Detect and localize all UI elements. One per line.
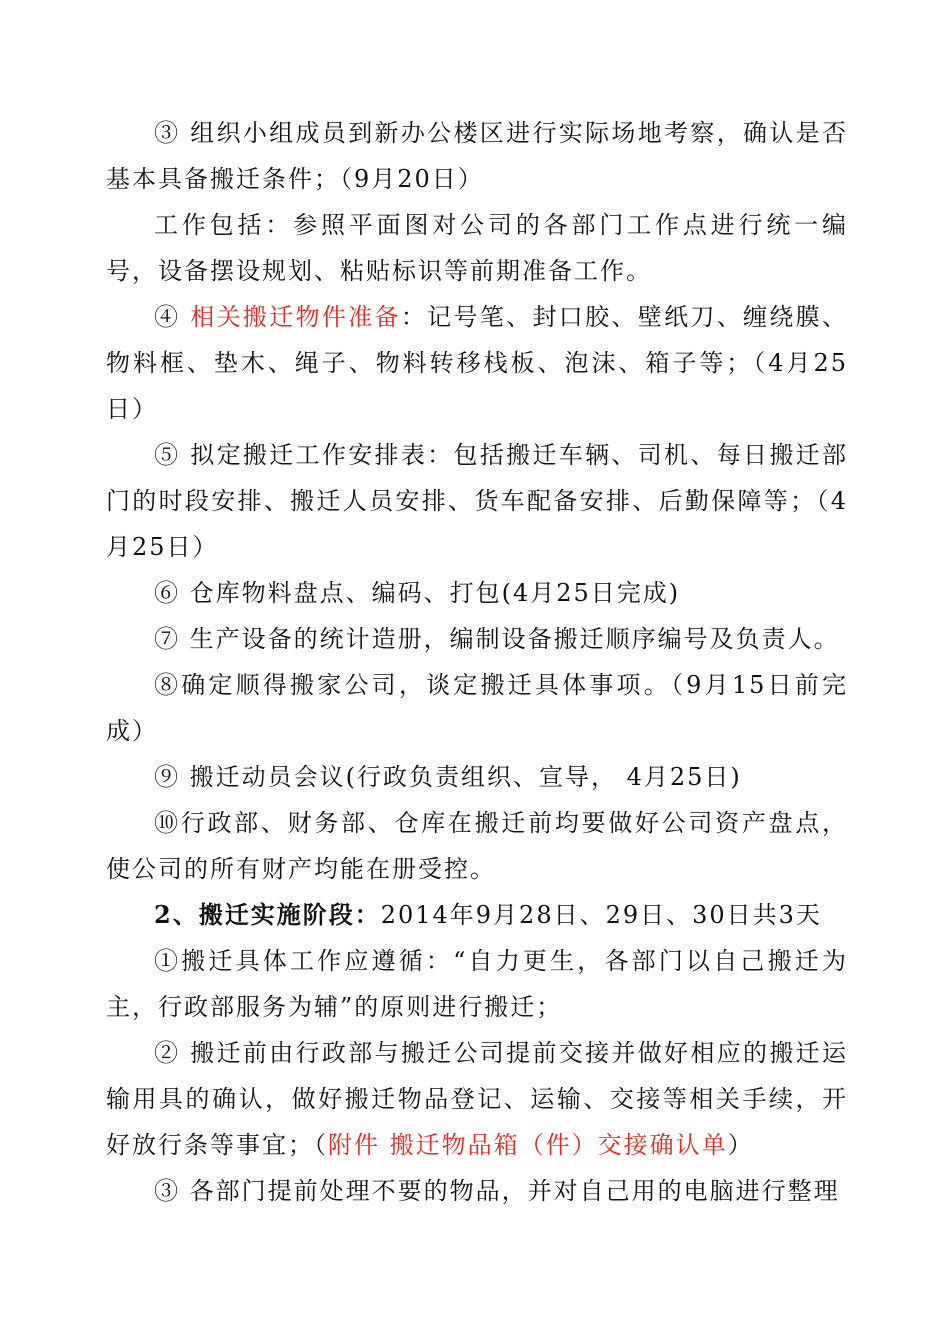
paragraph-text: ①搬迁具体工作应遵循：“自力更生，各部门以自己搬迁为主，行政部服务为辅”的原则进行搬迁； xyxy=(106,947,848,1021)
paragraph-text: ② 搬迁前由行政部与搬迁公司提前交接并做好相应的搬迁运输用具的确认，做好搬迁物品登记、运输、交接等相关手续，开好放行条等事宜；（ xyxy=(106,1039,848,1159)
paragraph-text: ⑩行政部、财务部、仓库在搬迁前均要做好公司资产盘点，使公司的所有财产均能在册受控。 xyxy=(106,809,848,883)
paragraph-text: ③ 组织小组成员到新办公楼区进行实际场地考察，确认是否基本具备搬迁条件；（9月20日） xyxy=(106,119,848,193)
highlight-materials-prep: 相关搬迁物件准备 xyxy=(190,303,401,331)
paragraph-prefix: ④ xyxy=(154,303,191,331)
paragraph-schedule xyxy=(106,432,848,570)
paragraph-kickoff-meeting xyxy=(106,754,848,800)
paragraph-text: ⑤ 拟定搬迁工作安排表：包括搬迁车辆、司机、每日搬迁部门的时段安排、搬迁人员安排、货车配备安排、后勤保障等；（4月25日） xyxy=(106,441,848,561)
paragraph-site-inspection xyxy=(106,110,848,202)
paragraph-text: ⑧确定顺得搬家公司，谈定搬迁具体事项。（9月15日前完成） xyxy=(106,671,848,745)
paragraph-text: ③ 各部门提前处理不要的物品，并对自己用的电脑进行整理 xyxy=(154,1177,840,1205)
highlight-attachment: 附件 搬迁物品箱（件）交接确认单 xyxy=(328,1131,728,1159)
paragraph-text: ⑦ 生产设备的统计造册，编制设备搬迁顺序编号及负责人。 xyxy=(154,625,840,653)
paragraph-suffix: ） xyxy=(727,1131,754,1159)
paragraph-materials-prep xyxy=(106,294,848,432)
section-heading-label: 2、搬迁实施阶段： xyxy=(154,900,381,929)
paragraph-text: 工作包括：参照平面图对公司的各部门工作点进行统一编号，设备摆设规划、粘贴标识等前期准备工作。 xyxy=(106,211,848,285)
paragraph-warehouse-inventory xyxy=(106,570,848,616)
paragraph-handover xyxy=(106,1030,848,1168)
section-heading-implementation xyxy=(106,892,848,938)
paragraph-asset-inventory xyxy=(106,800,848,892)
section-heading-dates: 2014年9月28日、29日、30日共3天 xyxy=(380,901,822,929)
paragraph-text: ⑥ 仓库物料盘点、编码、打包(4月25日完成) xyxy=(154,579,681,607)
paragraph-equipment-register xyxy=(106,616,848,662)
document-page xyxy=(106,110,848,1214)
paragraph-text: ：记号笔、封口胶、壁纸刀、缠绕膜、物料框、垫木、绳子、物料转移栈板、泡沫、箱子等；（4月25日） xyxy=(106,303,849,423)
paragraph-moving-company xyxy=(106,662,848,754)
paragraph-principle xyxy=(106,938,848,1030)
paragraph-work-scope xyxy=(106,202,848,294)
paragraph-cleanup xyxy=(106,1168,848,1214)
paragraph-text: ⑨ 搬迁动员会议(行政负责组织、宣导， 4月25日) xyxy=(154,763,742,791)
